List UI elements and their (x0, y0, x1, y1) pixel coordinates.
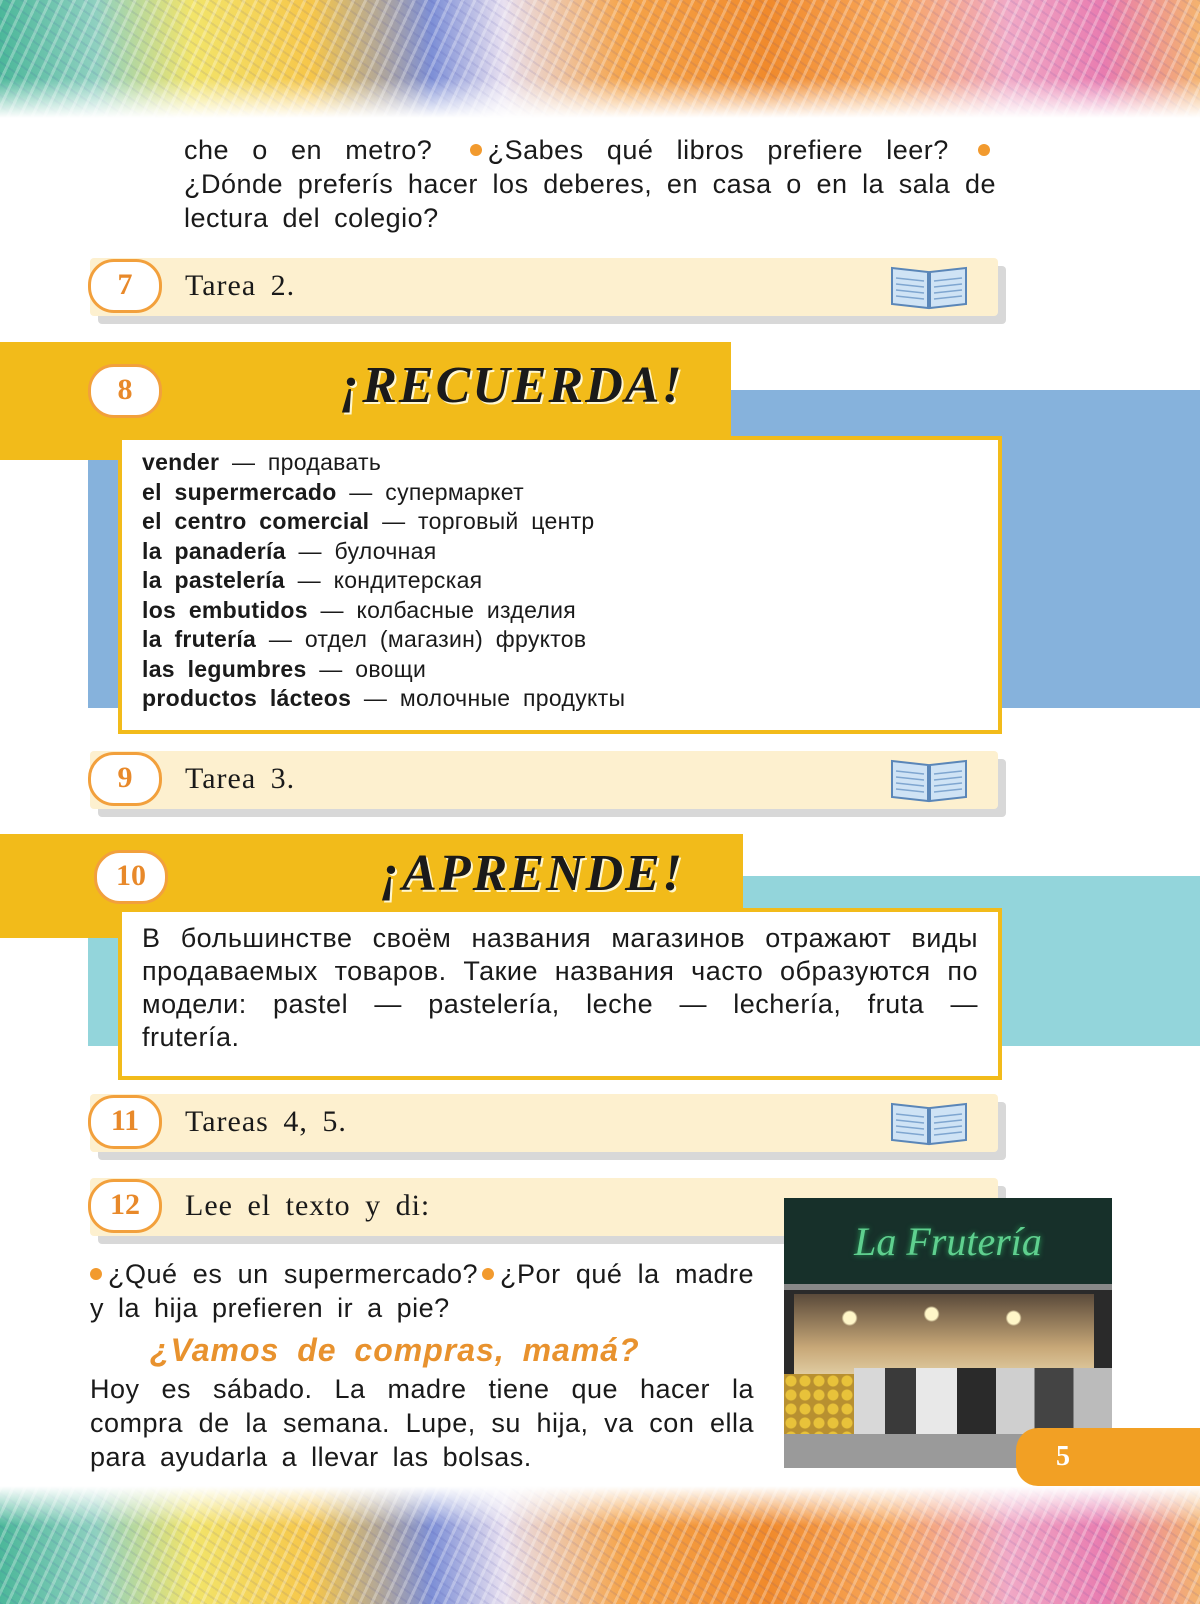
question-2: ¿Por qué la madre y la hija prefieren ir a pie? (90, 1259, 755, 1323)
vocab-row: las legumbres — овощи (142, 655, 427, 682)
vocab-row: la pastelería — кондитерская (142, 567, 483, 593)
task-bar-9 (90, 751, 998, 809)
aprende-rule-box (118, 908, 1002, 1080)
vocab-row: productos lácteos — молочные продукты (142, 685, 626, 711)
top-paint-border (0, 0, 1200, 118)
question-1: ¿Qué es un supermercado? (108, 1259, 479, 1289)
recuerda-vocab-box (118, 436, 1002, 734)
task-label: Lee el texto y di: (185, 1189, 431, 1222)
shop-sign-text: La Frutería (854, 1219, 1042, 1264)
section-number-8: 8 (88, 364, 162, 418)
vocab-row: los embutidos — колбасные изделия (142, 596, 577, 623)
intro-question-1: ¿Sabes qué libros prefiere leer? (487, 135, 949, 165)
task-number-9: 9 (88, 752, 162, 806)
vocab-row: vender — продавать (142, 449, 382, 475)
page-number-badge (1016, 1428, 1200, 1486)
aprende-rule-text: В большинстве своём названия магазинов отражают виды продаваемых товаров. Такие названия часто образуются по модели: pastel — pastelería, leche — lechería, fruta — frutería. (142, 923, 978, 1052)
task-number-7: 7 (88, 259, 162, 313)
bullet-icon (482, 1268, 494, 1280)
task-bar-7 (90, 258, 998, 316)
vocab-row: el supermercado — супермаркет (142, 478, 524, 505)
bullet-icon (470, 144, 482, 156)
bullet-icon (978, 144, 990, 156)
task-bar-11 (90, 1094, 998, 1152)
bottom-paint-border (0, 1486, 1200, 1604)
intro-question-2: ¿Dónde preferís hacer los deberes, en casa o en la sala de lectura del colegio? (184, 169, 996, 233)
page-number: 5 (1056, 1441, 1070, 1472)
shop-sign (784, 1198, 1112, 1284)
intro-paragraph (184, 133, 996, 235)
section-number-10: 10 (94, 850, 168, 904)
book-icon (890, 757, 968, 803)
task-label: Tarea 3. (185, 762, 296, 795)
bullet-icon (90, 1268, 102, 1280)
story-title: ¿Vamos de compras, mamá? (150, 1332, 640, 1368)
questions-paragraph (90, 1257, 754, 1325)
task-number-11: 11 (88, 1095, 162, 1149)
task-number-12: 12 (88, 1179, 162, 1233)
intro-line1: che o en metro? (184, 135, 433, 165)
story-text: Hoy es sábado. La madre tiene que hacer la compra de la semana. Lupe, su hija, va con ella para ayudarla a llevar las bolsas. (90, 1374, 754, 1472)
task-label: Tarea 2. (185, 269, 296, 302)
recuerda-title: ¡RECUERDA! (340, 357, 684, 414)
book-icon (890, 1100, 968, 1146)
vocab-row: la panadería — булочная (142, 537, 437, 564)
vocab-row: la frutería — отдел (магазин) фруктов (142, 626, 587, 652)
aprende-title: ¡APRENDE! (380, 845, 685, 902)
vocab-row: el centro comercial — торговый центр (142, 508, 595, 534)
book-icon (890, 264, 968, 310)
task-label: Tareas 4, 5. (185, 1105, 347, 1138)
ceiling-lights (784, 1294, 1112, 1334)
